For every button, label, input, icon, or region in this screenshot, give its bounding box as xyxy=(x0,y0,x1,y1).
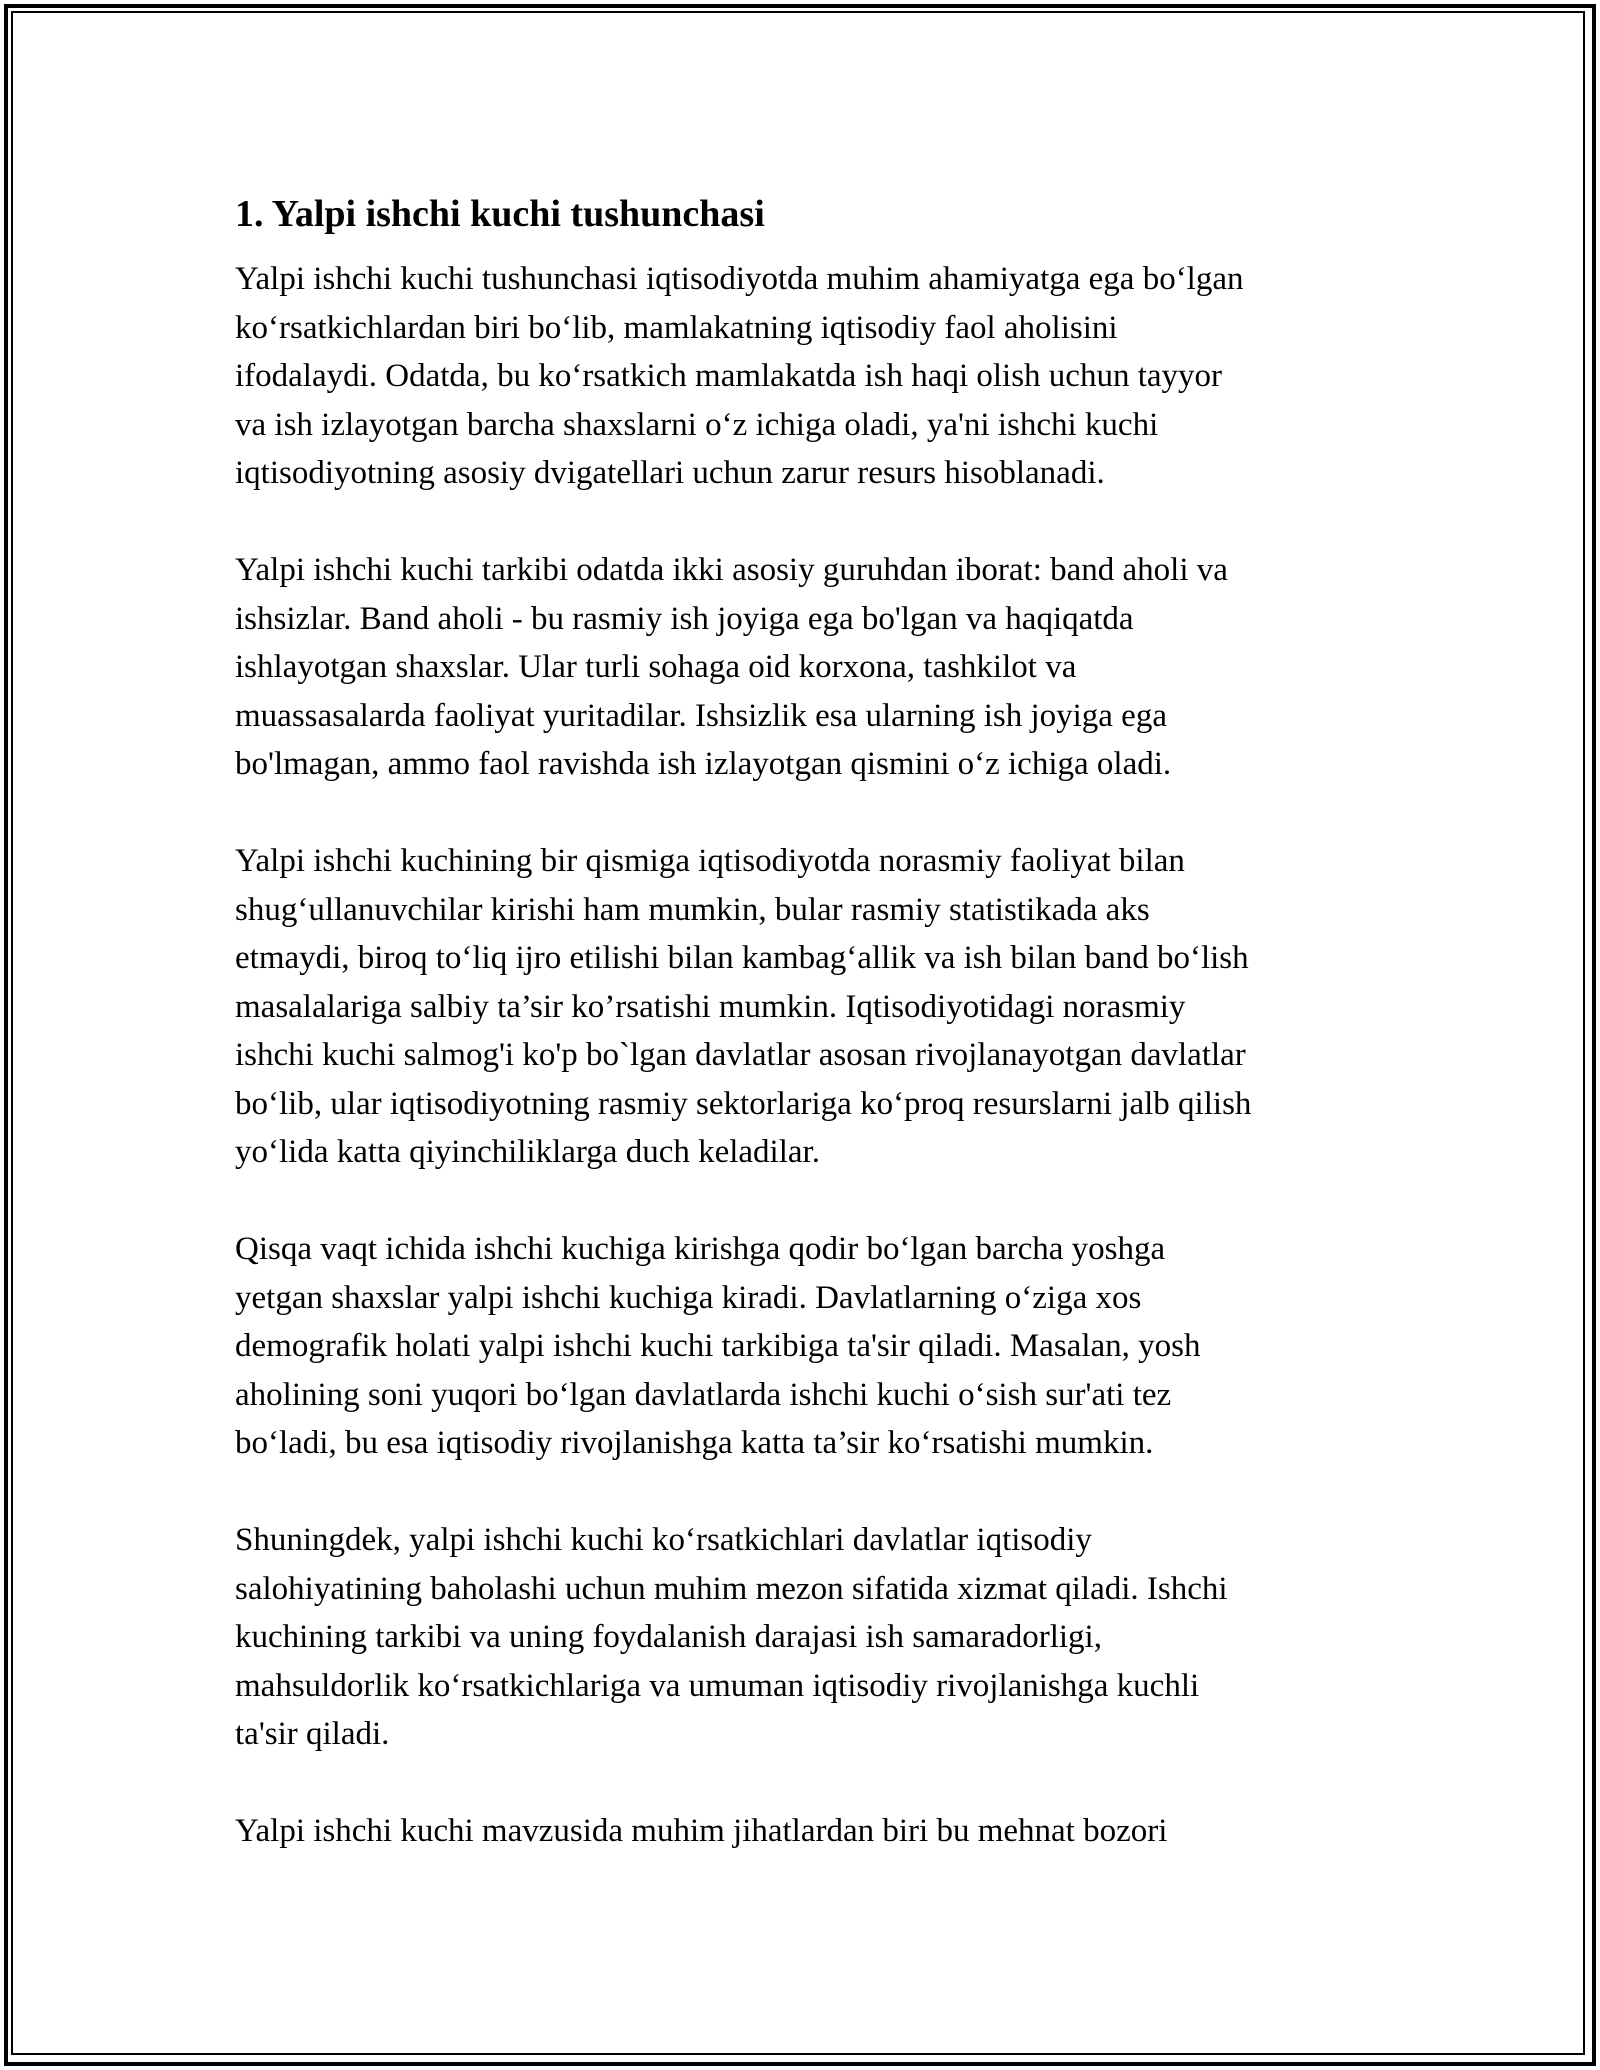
paragraph-line: Shuningdek, yalpi ishchi kuchi ko‘rsatkichlari davlatlar iqtisodiy xyxy=(235,1522,1092,1558)
paragraph-line: bo'lmagan, ammo faol ravishda ish izlayotgan qismini o‘z ichiga oladi. xyxy=(235,746,1172,782)
paragraph-line: aholining soni yuqori bo‘lgan davlatlarda ishchi kuchi o‘sish sur'ati tez xyxy=(235,1376,1172,1413)
section-heading: 1. Yalpi ishchi kuchi tushunchasi xyxy=(235,193,765,235)
paragraph-line: yo‘lida katta qiyinchiliklarga duch keladilar. xyxy=(235,1134,820,1170)
paragraph-line: va ish izlayotgan barcha shaxslarni o‘z ichiga oladi, ya'ni ishchi kuchi xyxy=(235,406,1159,443)
paragraph-line: masalalariga salbiy ta’sir ko’rsatishi mumkin. Iqtisodiyotidagi norasmiy xyxy=(235,988,1186,1025)
paragraphs-container xyxy=(235,255,1375,1856)
paragraph-line: muassasalarda faoliyat yuritadilar. Ishsizlik esa ularning ish joyiga ega xyxy=(235,697,1167,734)
paragraph-line: yetgan shaxslar yalpi ishchi kuchiga kiradi. Davlatlarning o‘ziga xos xyxy=(235,1279,1142,1316)
paragraph-line: Yalpi ishchi kuchi tushunchasi iqtisodiyotda muhim ahamiyatga ega bo‘lgan xyxy=(235,261,1244,297)
paragraph-line: Qisqa vaqt ichida ishchi kuchiga kirishga qodir bo‘lgan barcha yoshga xyxy=(235,1231,1166,1267)
paragraph-line: iqtisodiyotning asosiy dvigatellari uchun zarur resurs hisoblanadi. xyxy=(235,455,1105,491)
paragraph-line: bo‘ladi, bu esa iqtisodiy rivojlanishga katta ta’sir ko‘rsatishi mumkin. xyxy=(235,1425,1154,1461)
paragraph-line: ta'sir qiladi. xyxy=(235,1716,390,1752)
paragraph-line: shug‘ullanuvchilar kirishi ham mumkin, bular rasmiy statistikada aks xyxy=(235,891,1150,928)
paragraph xyxy=(235,837,1375,1177)
paragraph-line: ishsizlar. Band aholi - bu rasmiy ish joyiga ega bo'lgan va haqiqatda xyxy=(235,600,1134,637)
paragraph xyxy=(235,255,1375,498)
paragraph-line: etmaydi, biroq to‘liq ijro etilishi bilan kambag‘allik va ish bilan band bo‘lish xyxy=(235,940,1249,976)
paragraph xyxy=(235,546,1375,789)
paragraph-line: bo‘lib, ular iqtisodiyotning rasmiy sektorlariga ko‘proq resurslarni jalb qilish xyxy=(235,1085,1252,1122)
paragraph-line: ifodalaydi. Odatda, bu ko‘rsatkich mamlakatda ish haqi olish uchun tayyor xyxy=(235,358,1223,394)
paragraph xyxy=(235,1807,1375,1856)
paragraph xyxy=(235,1225,1375,1468)
paragraph-line: mahsuldorlik ko‘rsatkichlariga va umuman iqtisodiy rivojlanishga kuchli xyxy=(235,1667,1200,1704)
paragraph-line: demografik holati yalpi ishchi kuchi tarkibiga ta'sir qiladi. Masalan, yosh xyxy=(235,1328,1201,1364)
paragraph-line: ko‘rsatkichlardan biri bo‘lib, mamlakatning iqtisodiy faol aholisini xyxy=(235,309,1118,346)
paragraph-line: Yalpi ishchi kuchi mavzusida muhim jihatlardan biri bu mehnat bozori xyxy=(235,1813,1168,1849)
paragraph-line: ishlayotgan shaxslar. Ular turli sohaga oid korxona, tashkilot va xyxy=(235,649,1077,685)
paragraph-line: salohiyatining baholashi uchun muhim mezon sifatida xizmat qiladi. Ishchi xyxy=(235,1570,1228,1607)
paragraph xyxy=(235,1516,1375,1759)
paragraph-line: Yalpi ishchi kuchining bir qismiga iqtisodiyotda norasmiy faoliyat bilan xyxy=(235,843,1185,879)
paragraph-line: ishchi kuchi salmog'i ko'p bo`lgan davlatlar asosan rivojlanayotgan davlatlar xyxy=(235,1037,1246,1073)
paragraph-line: kuchining tarkibi va uning foydalanish darajasi ish samaradorligi, xyxy=(235,1619,1102,1655)
paragraph-line: Yalpi ishchi kuchi tarkibi odatda ikki asosiy guruhdan iborat: band aholi va xyxy=(235,552,1228,588)
document-body xyxy=(235,185,1375,1904)
